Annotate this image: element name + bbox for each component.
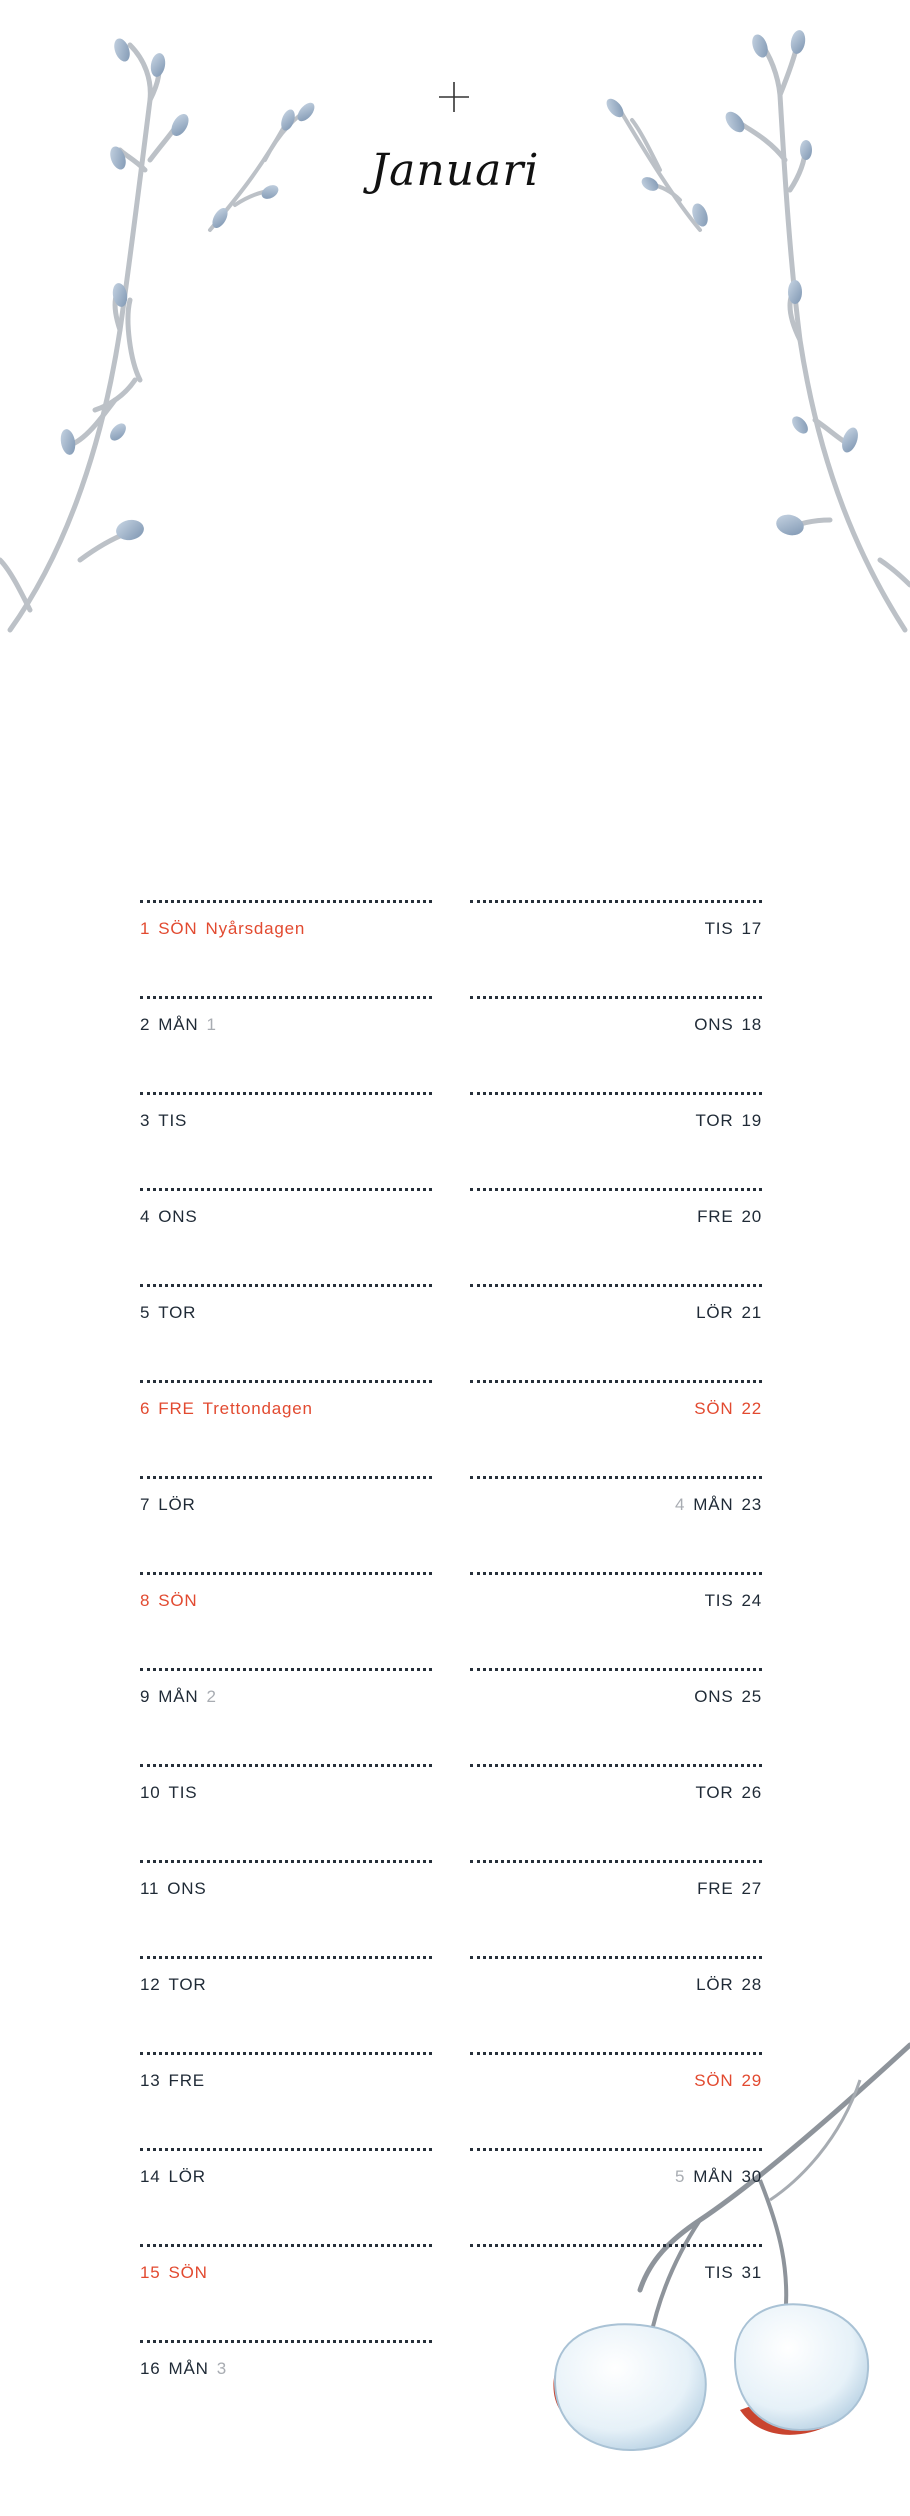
day-row-23[interactable] <box>470 1476 762 1572</box>
day-number: 31 <box>741 2263 762 2282</box>
day-name: TIS <box>158 1111 188 1130</box>
day-label <box>696 1783 763 1803</box>
day-number: 24 <box>741 1591 762 1610</box>
days-column-left <box>140 900 432 2436</box>
day-name: TIS <box>704 919 734 938</box>
day-number: 7 <box>140 1495 151 1514</box>
day-row-7[interactable] <box>140 1476 432 1572</box>
day-name: SÖN <box>694 1399 734 1418</box>
day-name: TIS <box>704 1591 734 1610</box>
day-row-9[interactable] <box>140 1668 432 1764</box>
day-name: TOR <box>168 1975 207 1994</box>
day-row-8[interactable] <box>140 1572 432 1668</box>
day-row-11[interactable] <box>140 1860 432 1956</box>
day-name: LÖR <box>158 1495 196 1514</box>
day-name: LÖR <box>168 2167 206 2186</box>
day-label <box>140 1591 198 1611</box>
days-column-right <box>470 900 762 2340</box>
week-number: 5 <box>675 2167 686 2186</box>
day-label <box>140 1975 207 1995</box>
day-number: 22 <box>741 1399 762 1418</box>
day-row-13[interactable] <box>140 2052 432 2148</box>
day-label <box>705 919 762 939</box>
day-label <box>140 1399 313 1419</box>
day-label <box>140 2263 208 2283</box>
day-name: TOR <box>695 1111 734 1130</box>
day-number: 3 <box>140 1111 151 1130</box>
day-label <box>140 919 305 939</box>
day-name: FRE <box>158 1399 195 1418</box>
day-row-27[interactable] <box>470 1860 762 1956</box>
day-label <box>140 1687 217 1707</box>
day-label <box>140 2359 227 2379</box>
day-label <box>694 1399 762 1419</box>
day-row-22[interactable] <box>470 1380 762 1476</box>
day-label <box>675 2167 762 2187</box>
day-label <box>697 1207 762 1227</box>
day-number: 18 <box>741 1015 762 1034</box>
day-name: MÅN <box>158 1687 199 1706</box>
day-name: SÖN <box>168 2263 208 2282</box>
day-row-25[interactable] <box>470 1668 762 1764</box>
day-name: MÅN <box>693 2167 734 2186</box>
day-label <box>140 1111 187 1131</box>
day-row-6[interactable] <box>140 1380 432 1476</box>
day-label <box>694 1687 762 1707</box>
day-row-16[interactable] <box>140 2340 432 2436</box>
day-number: 29 <box>741 2071 762 2090</box>
day-number: 19 <box>741 1111 762 1130</box>
day-name: ONS <box>694 1015 734 1034</box>
day-label <box>140 1879 207 1899</box>
plus-icon <box>437 80 471 114</box>
day-row-26[interactable] <box>470 1764 762 1860</box>
day-row-28[interactable] <box>470 1956 762 2052</box>
day-row-3[interactable] <box>140 1092 432 1188</box>
day-row-21[interactable] <box>470 1284 762 1380</box>
day-label <box>140 1015 217 1035</box>
day-number: 26 <box>741 1783 762 1802</box>
day-label <box>140 1495 196 1515</box>
day-number: 2 <box>140 1015 151 1034</box>
day-label <box>140 1783 197 1803</box>
holiday-name: Trettondagen <box>202 1399 313 1418</box>
day-number: 13 <box>140 2071 161 2090</box>
day-row-20[interactable] <box>470 1188 762 1284</box>
day-row-31[interactable] <box>470 2244 762 2340</box>
day-number: 30 <box>741 2167 762 2186</box>
day-name: FRE <box>168 2071 205 2090</box>
day-row-10[interactable] <box>140 1764 432 1860</box>
day-number: 8 <box>140 1591 151 1610</box>
day-row-5[interactable] <box>140 1284 432 1380</box>
day-number: 27 <box>741 1879 762 1898</box>
day-row-18[interactable] <box>470 996 762 1092</box>
day-row-1[interactable] <box>140 900 432 996</box>
day-label <box>696 1975 762 1995</box>
day-name: TOR <box>695 1783 734 1802</box>
day-name: SÖN <box>158 919 198 938</box>
day-label <box>140 1303 196 1323</box>
day-label <box>697 1879 762 1899</box>
day-label <box>705 1591 762 1611</box>
day-label <box>694 1015 762 1035</box>
day-name: TIS <box>168 1783 198 1802</box>
day-label <box>140 2071 205 2091</box>
day-number: 4 <box>140 1207 151 1226</box>
day-name: MÅN <box>158 1015 199 1034</box>
day-name: TOR <box>158 1303 197 1322</box>
day-name: SÖN <box>694 2071 734 2090</box>
day-row-12[interactable] <box>140 1956 432 2052</box>
day-name: SÖN <box>158 1591 198 1610</box>
day-name: LÖR <box>696 1975 734 1994</box>
day-name: ONS <box>694 1687 734 1706</box>
day-label <box>694 2071 762 2091</box>
day-number: 11 <box>140 1879 160 1898</box>
left-branch-illustration <box>0 45 180 630</box>
day-number: 20 <box>741 1207 762 1226</box>
day-name: ONS <box>167 1879 207 1898</box>
day-number: 16 <box>140 2359 161 2378</box>
week-number: 3 <box>216 2359 227 2378</box>
day-name: LÖR <box>696 1303 734 1322</box>
day-name: MÅN <box>168 2359 209 2378</box>
day-row-15[interactable] <box>140 2244 432 2340</box>
day-number: 1 <box>140 919 151 938</box>
day-label <box>140 2167 206 2187</box>
day-number: 15 <box>140 2263 161 2282</box>
day-number: 28 <box>741 1975 762 1994</box>
holiday-name: Nyårsdagen <box>205 919 306 938</box>
day-label <box>696 1111 763 1131</box>
day-number: 21 <box>741 1303 762 1322</box>
day-number: 14 <box>140 2167 161 2186</box>
week-number: 4 <box>675 1495 686 1514</box>
day-row-19[interactable] <box>470 1092 762 1188</box>
week-number: 1 <box>206 1015 217 1034</box>
day-name: MÅN <box>693 1495 734 1514</box>
week-number: 2 <box>206 1687 217 1706</box>
day-number: 25 <box>741 1687 762 1706</box>
day-name: FRE <box>697 1879 734 1898</box>
day-label <box>140 1207 198 1227</box>
day-row-14[interactable] <box>140 2148 432 2244</box>
day-number: 6 <box>140 1399 151 1418</box>
day-row-30[interactable] <box>470 2148 762 2244</box>
day-number: 5 <box>140 1303 151 1322</box>
day-number: 12 <box>140 1975 161 1994</box>
day-number: 10 <box>140 1783 161 1802</box>
day-name: FRE <box>697 1207 734 1226</box>
day-row-17[interactable] <box>470 900 762 996</box>
day-label <box>675 1495 762 1515</box>
day-row-4[interactable] <box>140 1188 432 1284</box>
day-row-24[interactable] <box>470 1572 762 1668</box>
day-label <box>705 2263 762 2283</box>
day-row-29[interactable] <box>470 2052 762 2148</box>
month-title: Januari <box>370 145 540 196</box>
day-name: TIS <box>704 2263 734 2282</box>
day-number: 9 <box>140 1687 151 1706</box>
day-name: ONS <box>158 1207 198 1226</box>
day-number: 23 <box>741 1495 762 1514</box>
day-number: 17 <box>741 919 762 938</box>
day-label <box>696 1303 762 1323</box>
day-row-2[interactable] <box>140 996 432 1092</box>
